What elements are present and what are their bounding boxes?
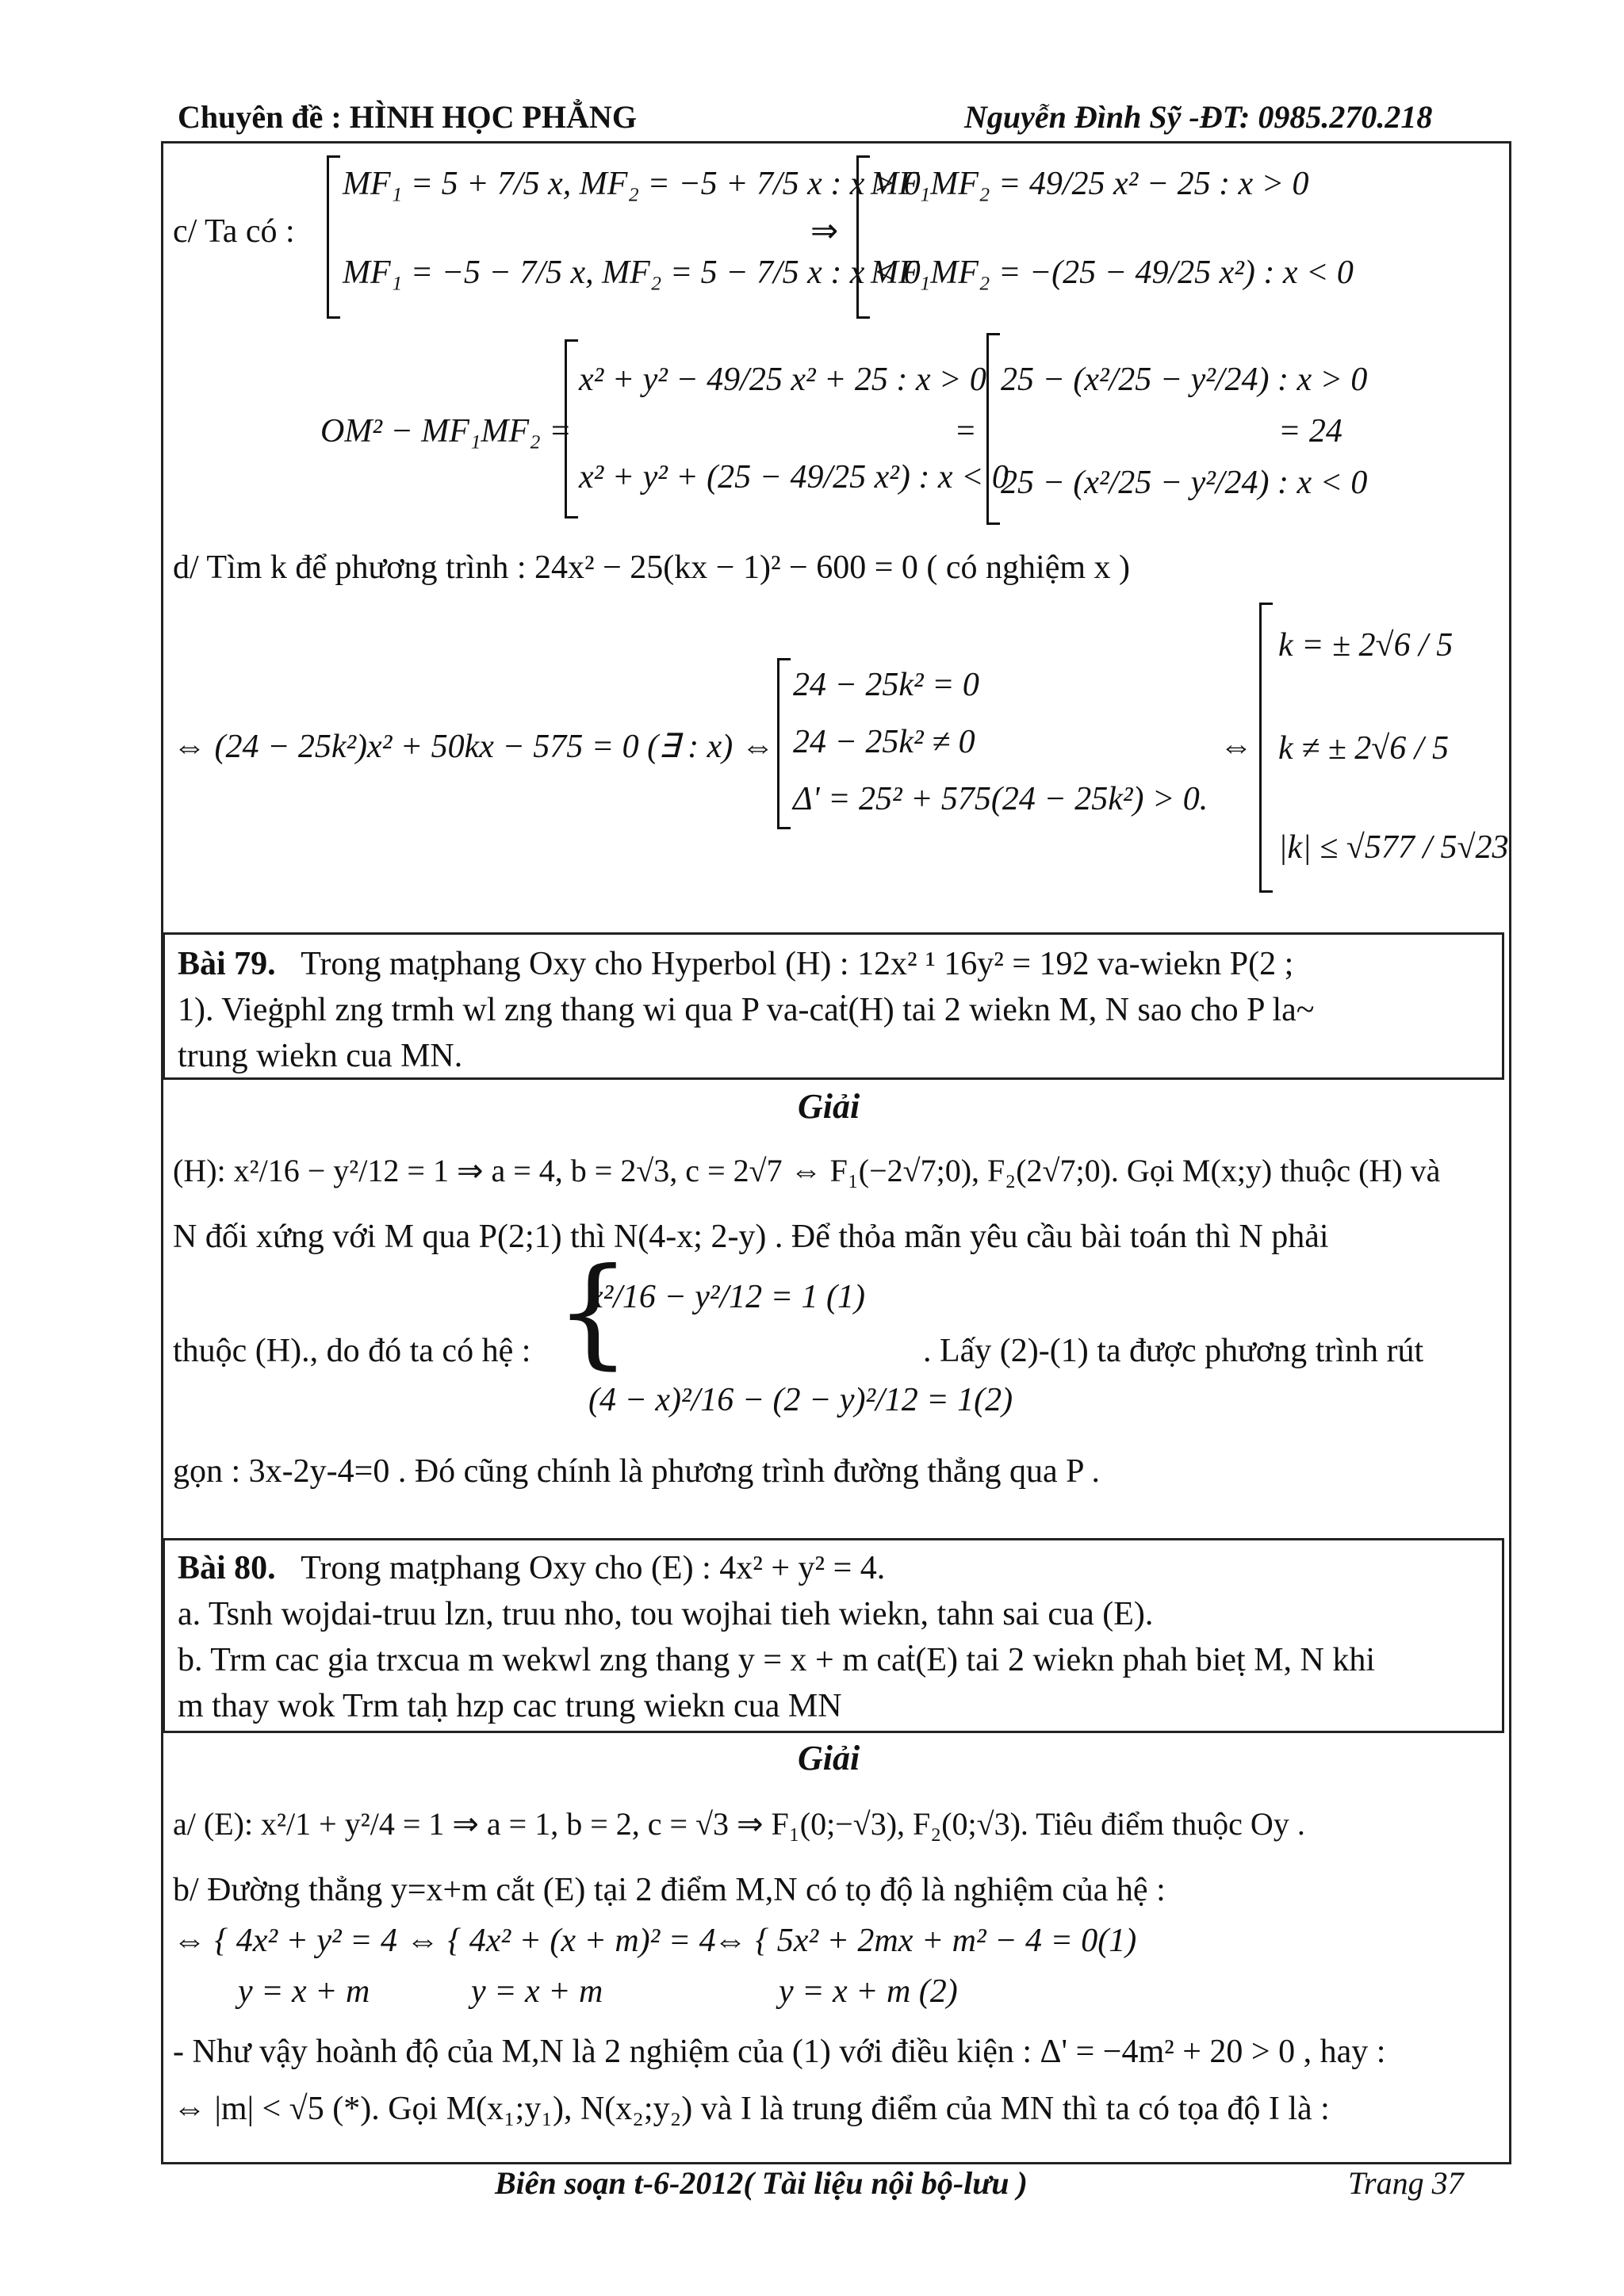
bai79-sol-line3b: . Lấy (2)-(1) ta được phương trình rút — [923, 1333, 1424, 1369]
bai80-sys3-row1: ⇔ { 5x² + 2mx + m² − 4 = 0(1) — [714, 1923, 1137, 1959]
om-bracket-1 — [565, 339, 578, 519]
part-d-result-bracket — [1259, 603, 1273, 893]
om-label: OM² − MF₁MF₂ = — [320, 413, 572, 450]
bai80-sys2-row1: ⇔ { 4x² + (x + m)² = 4 — [406, 1923, 716, 1959]
part-c-bracket-right — [856, 155, 870, 319]
om-row3: 25 − (x²/25 − y²/24) : x > 0 — [1001, 362, 1368, 398]
bai80-sys1-row1: ⇔ { 4x² + y² = 4 — [173, 1923, 397, 1959]
om-row2: x² + y² + (25 − 49/25 x²) : x < 0 — [579, 459, 1009, 496]
bai80-title: Bài 80. — [178, 1550, 276, 1586]
part-d-cond3: Δ' = 25² + 575(24 − 25k²) > 0. — [793, 781, 1208, 817]
bai80-text4: m thay wok Trm taḥ hzp cac trung wiekn cua MN — [178, 1688, 842, 1724]
bai79-giai-heading: Giải — [798, 1087, 860, 1126]
bai79-line1 — [178, 945, 1293, 983]
bai79-sol-line1: (H): x²/16 − y²/12 = 1 ⇒ a = 4, b = 2√3, c = 2√7 ⇔ F₁(−2√7;0), F₂(2√7;0). Gọi M(x;y) thuộc (H) và — [173, 1153, 1441, 1188]
part-c-bracket-left — [327, 155, 340, 319]
bai79-system-brace: { — [555, 1243, 631, 1381]
part-d-intro: d/ Tìm k để phương trình : 24x² − 25(kx − 1)² − 600 = 0 ( có nghiệm x ) — [173, 549, 1131, 586]
om-result: = 24 — [1278, 413, 1342, 450]
bai80-sol-line3: - Như vậy hoành độ của M,N là 2 nghiệm của (1) với điều kiện : Δ' = −4m² + 20 > 0 , hay : — [173, 2034, 1386, 2070]
header-author: Nguyễn Đình Sỹ -ĐT: 0985.270.218 — [964, 99, 1433, 135]
bai80-text3: b. Trm cac gia trxcua m wekwl zng thang y = x + m caṫ(E) tai 2 wiekn phah bieṭ M, N khi — [178, 1642, 1376, 1678]
bai79-text3: trung wiekn cua MN. — [178, 1038, 463, 1074]
bai79-sys2: (4 − x)²/16 − (2 − y)²/12 = 1(2) — [588, 1382, 1013, 1418]
part-c-row1: MF₁ = 5 + 7/5 x, MF₂ = −5 + 7/5 x : x > 0 — [343, 166, 921, 202]
part-c-implies: ⇒ — [810, 213, 839, 250]
part-c-res2: MF₁MF₂ = −(25 − 49/25 x²) : x < 0 — [871, 254, 1354, 291]
bai80-text2: a. Tsnh wojdai-truu lzn, truu nho, tou wojhai tieh wiekn, tahn sai cua (E). — [178, 1596, 1154, 1632]
part-d-cond2: 24 − 25k² ≠ 0 — [793, 724, 975, 760]
part-c-intro: c/ Ta có : — [173, 213, 295, 250]
part-d-k2: k ≠ ± 2√6 / 5 — [1278, 730, 1449, 767]
bai80-giai-heading: Giải — [798, 1739, 860, 1777]
om-equal: = — [956, 413, 975, 450]
bai80-sol-line4: ⇔ |m| < √5 (*). Gọi M(x₁;y₁), N(x₂;y₂) và I là trung điểm của MN thì ta có tọa độ I là : — [173, 2091, 1330, 2127]
bai79-text1: Trong maṭphang Oxy cho Hyperbol (H) : 12x² ¹ 16y² = 192 va-wiekn P(2 ; — [301, 946, 1294, 982]
part-d-cond1: 24 − 25k² = 0 — [793, 667, 979, 703]
part-c-row2: MF₁ = −5 − 7/5 x, MF₂ = 5 − 7/5 x : x < 0 — [343, 254, 921, 291]
header-topic: Chuyên đề : HÌNH HỌC PHẲNG — [178, 99, 637, 135]
footer-page-number: Trang 37 — [1348, 2165, 1464, 2201]
om-row1: x² + y² − 49/25 x² + 25 : x > 0 — [579, 362, 986, 398]
bai80-sys3-row2: y = x + m (2) — [779, 1973, 958, 2010]
bai79-title: Bài 79. — [178, 946, 276, 982]
om-bracket-2 — [986, 333, 1000, 525]
bai79-sol-line3a: thuộc (H)., do đó ta có hệ : — [173, 1333, 531, 1369]
bai80-sys2-row2: y = x + m — [471, 1973, 603, 2010]
bai80-text1: Trong maṭphang Oxy cho (E) : 4x² + y² = 4. — [301, 1550, 886, 1586]
part-d-k3: |k| ≤ √577 / 5√23 — [1278, 829, 1509, 866]
part-d-k1: k = ± 2√6 / 5 — [1278, 627, 1454, 664]
bai79-sol-line4: gọn : 3x-2y-4=0 . Đó cũng chính là phương trình đường thẳng qua P . — [173, 1453, 1100, 1490]
part-c-res1: MF₁MF₂ = 49/25 x² − 25 : x > 0 — [871, 166, 1309, 202]
bai79-sys1: x²/16 − y²/12 = 1 (1) — [588, 1279, 865, 1315]
bai80-line1 — [178, 1549, 885, 1587]
bai80-sol-line1: a/ (E): x²/1 + y²/4 = 1 ⇒ a = 1, b = 2, c = √3 ⇒ F₁(0;−√3), F₂(0;√3). Tiêu điểm thuộc Oy . — [173, 1806, 1305, 1842]
part-d-equation: ⇔ (24 − 25k²)x² + 50kx − 575 = 0 (∃ : x) ⇔ — [173, 729, 775, 765]
bai79-text2: 1). Vieġphl zng trmh wl zng thang wi qua P va-caṫ(H) tai 2 wiekn M, N sao cho P la~ — [178, 992, 1315, 1028]
om-row4: 25 − (x²/25 − y²/24) : x < 0 — [1001, 465, 1368, 501]
bai80-sys1-row2: y = x + m — [238, 1973, 370, 2010]
bai79-sol-line2: N đối xứng với M qua P(2;1) thì N(4-x; 2-y) . Để thỏa mãn yêu cầu bài toán thì N phải — [173, 1219, 1329, 1255]
footer-source: Biên soạn t-6-2012( Tài liệu nội bộ-lưu ) — [495, 2165, 1028, 2201]
bai80-sol-line2: b/ Đường thẳng y=x+m cắt (E) tại 2 điểm M,N có tọ độ là nghiệm của hệ : — [173, 1872, 1166, 1908]
part-d-implies: ⇔ — [1220, 729, 1253, 765]
part-d-bracket — [777, 658, 791, 829]
